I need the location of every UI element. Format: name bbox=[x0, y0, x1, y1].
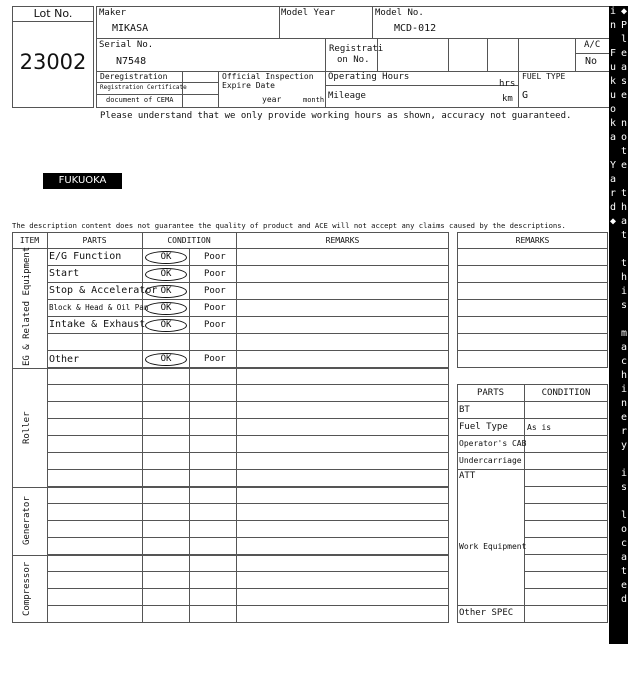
maker-value: MIKASA bbox=[112, 23, 149, 34]
poor-label: Poor bbox=[204, 354, 226, 364]
lot-number: 23002 bbox=[19, 50, 87, 74]
fuel-type-value: G bbox=[522, 90, 529, 101]
row-divider bbox=[47, 435, 449, 436]
row-fuel-type: Fuel Type bbox=[459, 422, 508, 432]
op-hours-label: Operating Hours bbox=[328, 72, 410, 82]
ok-mark: OK bbox=[145, 302, 187, 315]
row-divider bbox=[47, 384, 449, 385]
poor-label: Poor bbox=[204, 269, 226, 279]
section-compressor: Compressor bbox=[22, 561, 32, 617]
row-divider bbox=[47, 571, 449, 572]
remarks-row-divider bbox=[457, 350, 608, 351]
cema-label: document of CEMA bbox=[106, 96, 174, 104]
mileage-label: Mileage bbox=[328, 91, 366, 101]
part-stop-accelerator: Stop & Accelerator bbox=[49, 285, 158, 296]
row-divider bbox=[47, 588, 449, 589]
parts-header: PARTS bbox=[476, 388, 505, 398]
serial-label: Serial No. bbox=[99, 40, 154, 50]
remarks-row-divider bbox=[457, 367, 608, 368]
section-generator: Generator bbox=[22, 496, 32, 546]
ac-value: No bbox=[585, 56, 598, 67]
poor-label: Poor bbox=[204, 252, 226, 262]
part-block-head-oil-pan: Block & Head & Oil Pan bbox=[49, 303, 149, 312]
region-badge: FUKUOKA bbox=[43, 173, 122, 189]
serial-value: N7548 bbox=[116, 56, 147, 67]
section-eg: EG & Related Equipment bbox=[22, 246, 32, 366]
row-undercarriage: Undercarriage bbox=[459, 456, 522, 465]
poor-label: Poor bbox=[204, 286, 226, 296]
part-eg-function: E/G Function bbox=[49, 251, 122, 262]
model-no-label: Model No. bbox=[375, 8, 424, 18]
row-work-equipment: Work Equipment bbox=[459, 542, 527, 551]
part-intake-exhaust: Intake & Exhaust bbox=[49, 319, 146, 330]
lot-label: Lot No. bbox=[33, 7, 73, 20]
ok-mark: OK bbox=[145, 319, 187, 332]
location-notice-sidebar: ◆Please note that this machinery is located in Fukuoka Yard◆ bbox=[609, 6, 628, 644]
row-divider bbox=[47, 554, 449, 555]
fuel-type-condition: As is bbox=[527, 423, 552, 432]
model-year-label: Model Year bbox=[281, 8, 336, 18]
hours-notice: Please understand that we only provide working hours as shown, accuracy not guaranteed. bbox=[100, 111, 572, 121]
row-divider bbox=[47, 520, 449, 521]
ok-mark: OK bbox=[145, 251, 187, 264]
row-divider bbox=[47, 452, 449, 453]
month-label: month bbox=[303, 96, 325, 104]
fuel-type-label: FUEL TYPE bbox=[522, 72, 566, 81]
header-remarks: REMARKS bbox=[325, 236, 360, 245]
part-start: Start bbox=[49, 268, 80, 279]
remarks-row-divider bbox=[457, 316, 608, 317]
registration-label-2: on No. bbox=[337, 55, 370, 65]
header-condition: CONDITION bbox=[167, 236, 211, 245]
registration-cert-label: Registration Certificate bbox=[100, 84, 187, 91]
row-divider bbox=[47, 333, 449, 334]
row-divider bbox=[47, 469, 449, 470]
inspection-label-2: Expire Date bbox=[222, 81, 275, 90]
row-divider bbox=[47, 316, 449, 317]
poor-label: Poor bbox=[204, 320, 226, 330]
year-label: year bbox=[262, 95, 282, 104]
remarks-row-divider bbox=[457, 265, 608, 266]
row-divider bbox=[47, 486, 449, 487]
ac-label: A/C bbox=[584, 40, 601, 50]
part-other: Other bbox=[49, 354, 80, 365]
hrs-label: hrs bbox=[499, 79, 516, 89]
row-divider bbox=[47, 537, 449, 538]
condition-header: CONDITION bbox=[541, 388, 591, 398]
km-label: km bbox=[502, 94, 513, 104]
row-divider bbox=[47, 367, 449, 368]
row-divider bbox=[47, 401, 449, 402]
header-item: ITEM bbox=[19, 236, 40, 245]
remarks-row-divider bbox=[457, 299, 608, 300]
row-bt: BT bbox=[459, 405, 470, 415]
deregistration-label: Deregistration bbox=[100, 72, 168, 81]
row-divider bbox=[47, 605, 449, 606]
row-divider bbox=[47, 350, 449, 351]
registration-label-1: Registrati bbox=[329, 44, 384, 54]
remarks-header: REMARKS bbox=[515, 236, 550, 245]
ok-mark: OK bbox=[145, 285, 187, 298]
row-divider bbox=[47, 622, 449, 623]
row-divider bbox=[47, 418, 449, 419]
row-att: ATT bbox=[459, 471, 476, 481]
row-other-spec: Other SPEC bbox=[459, 608, 514, 618]
row-divider bbox=[47, 265, 449, 266]
row-operator-cab: Operator's CAB bbox=[459, 439, 527, 448]
remarks-row-divider bbox=[457, 282, 608, 283]
description-notice: The description content does not guarantee the quality of product and ACE will not accept any claims caused by the descriptions. bbox=[12, 221, 566, 230]
maker-label: Maker bbox=[99, 8, 127, 18]
remarks-row-divider bbox=[457, 333, 608, 334]
ok-mark: OK bbox=[145, 353, 187, 366]
row-divider bbox=[47, 282, 449, 283]
row-divider bbox=[47, 299, 449, 300]
ok-mark: OK bbox=[145, 268, 187, 281]
section-roller: Roller bbox=[22, 411, 32, 444]
row-divider bbox=[47, 503, 449, 504]
model-no-value: MCD-012 bbox=[394, 23, 437, 34]
inspection-label-1: Official Inspection bbox=[222, 72, 314, 81]
poor-label: Poor bbox=[204, 303, 226, 313]
header-parts: PARTS bbox=[82, 236, 107, 245]
